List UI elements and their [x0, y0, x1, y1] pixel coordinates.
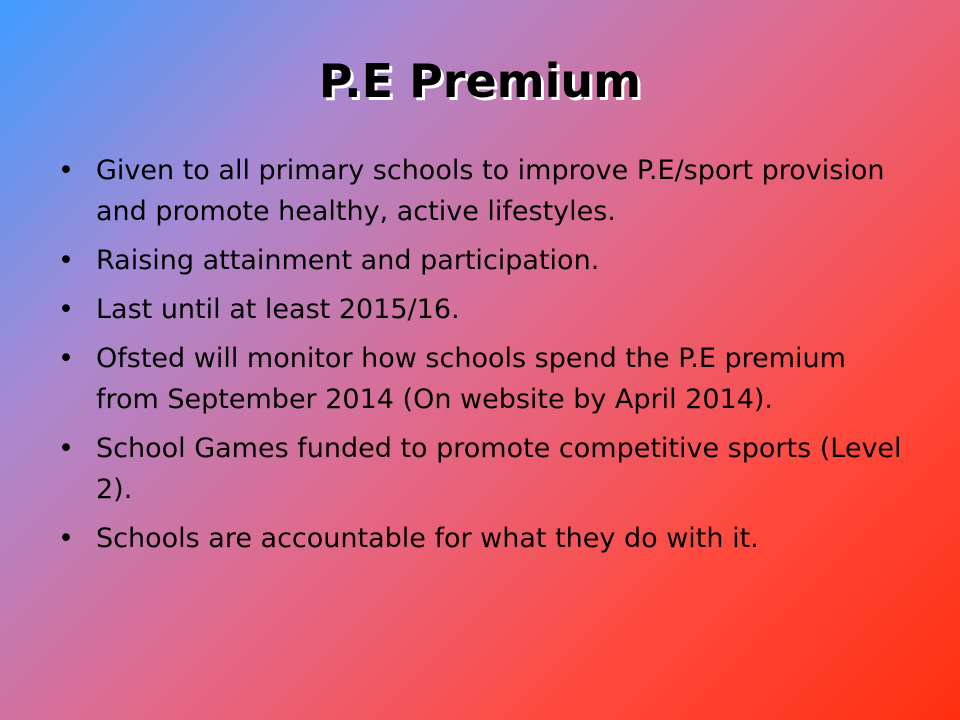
- bullet-marker: •: [58, 245, 74, 276]
- bullet-text-3: Last until at least 2015/16.: [96, 294, 460, 325]
- slide-title: P.E Premium: [318, 54, 642, 108]
- bullet-marker: •: [58, 343, 74, 374]
- bullet-text-6: Schools are accountable for what they do with it.: [96, 523, 759, 554]
- bullet-text-5: School Games funded to promote competitive sports (Level 2).: [96, 433, 902, 505]
- bullet-item-6: [58, 518, 908, 559]
- bullet-marker: •: [58, 523, 74, 554]
- bullet-item-5: [58, 428, 908, 510]
- bullet-text-2: Raising attainment and participation.: [96, 245, 600, 276]
- bullet-marker: •: [58, 294, 74, 325]
- bullet-item-3: [58, 289, 908, 330]
- bullet-list: [58, 150, 908, 567]
- bullet-marker: •: [58, 433, 74, 464]
- bullet-marker: •: [58, 155, 74, 186]
- bullet-item-2: [58, 240, 908, 281]
- bullet-text-4: Ofsted will monitor how schools spend the P.E premium from September 2014 (On website by April 2014).: [96, 343, 846, 415]
- bullet-item-1: [58, 150, 908, 232]
- bullet-item-4: [58, 338, 908, 420]
- bullet-text-1: Given to all primary schools to improve P.E/sport provision and promote healthy, active lifestyles.: [96, 155, 885, 227]
